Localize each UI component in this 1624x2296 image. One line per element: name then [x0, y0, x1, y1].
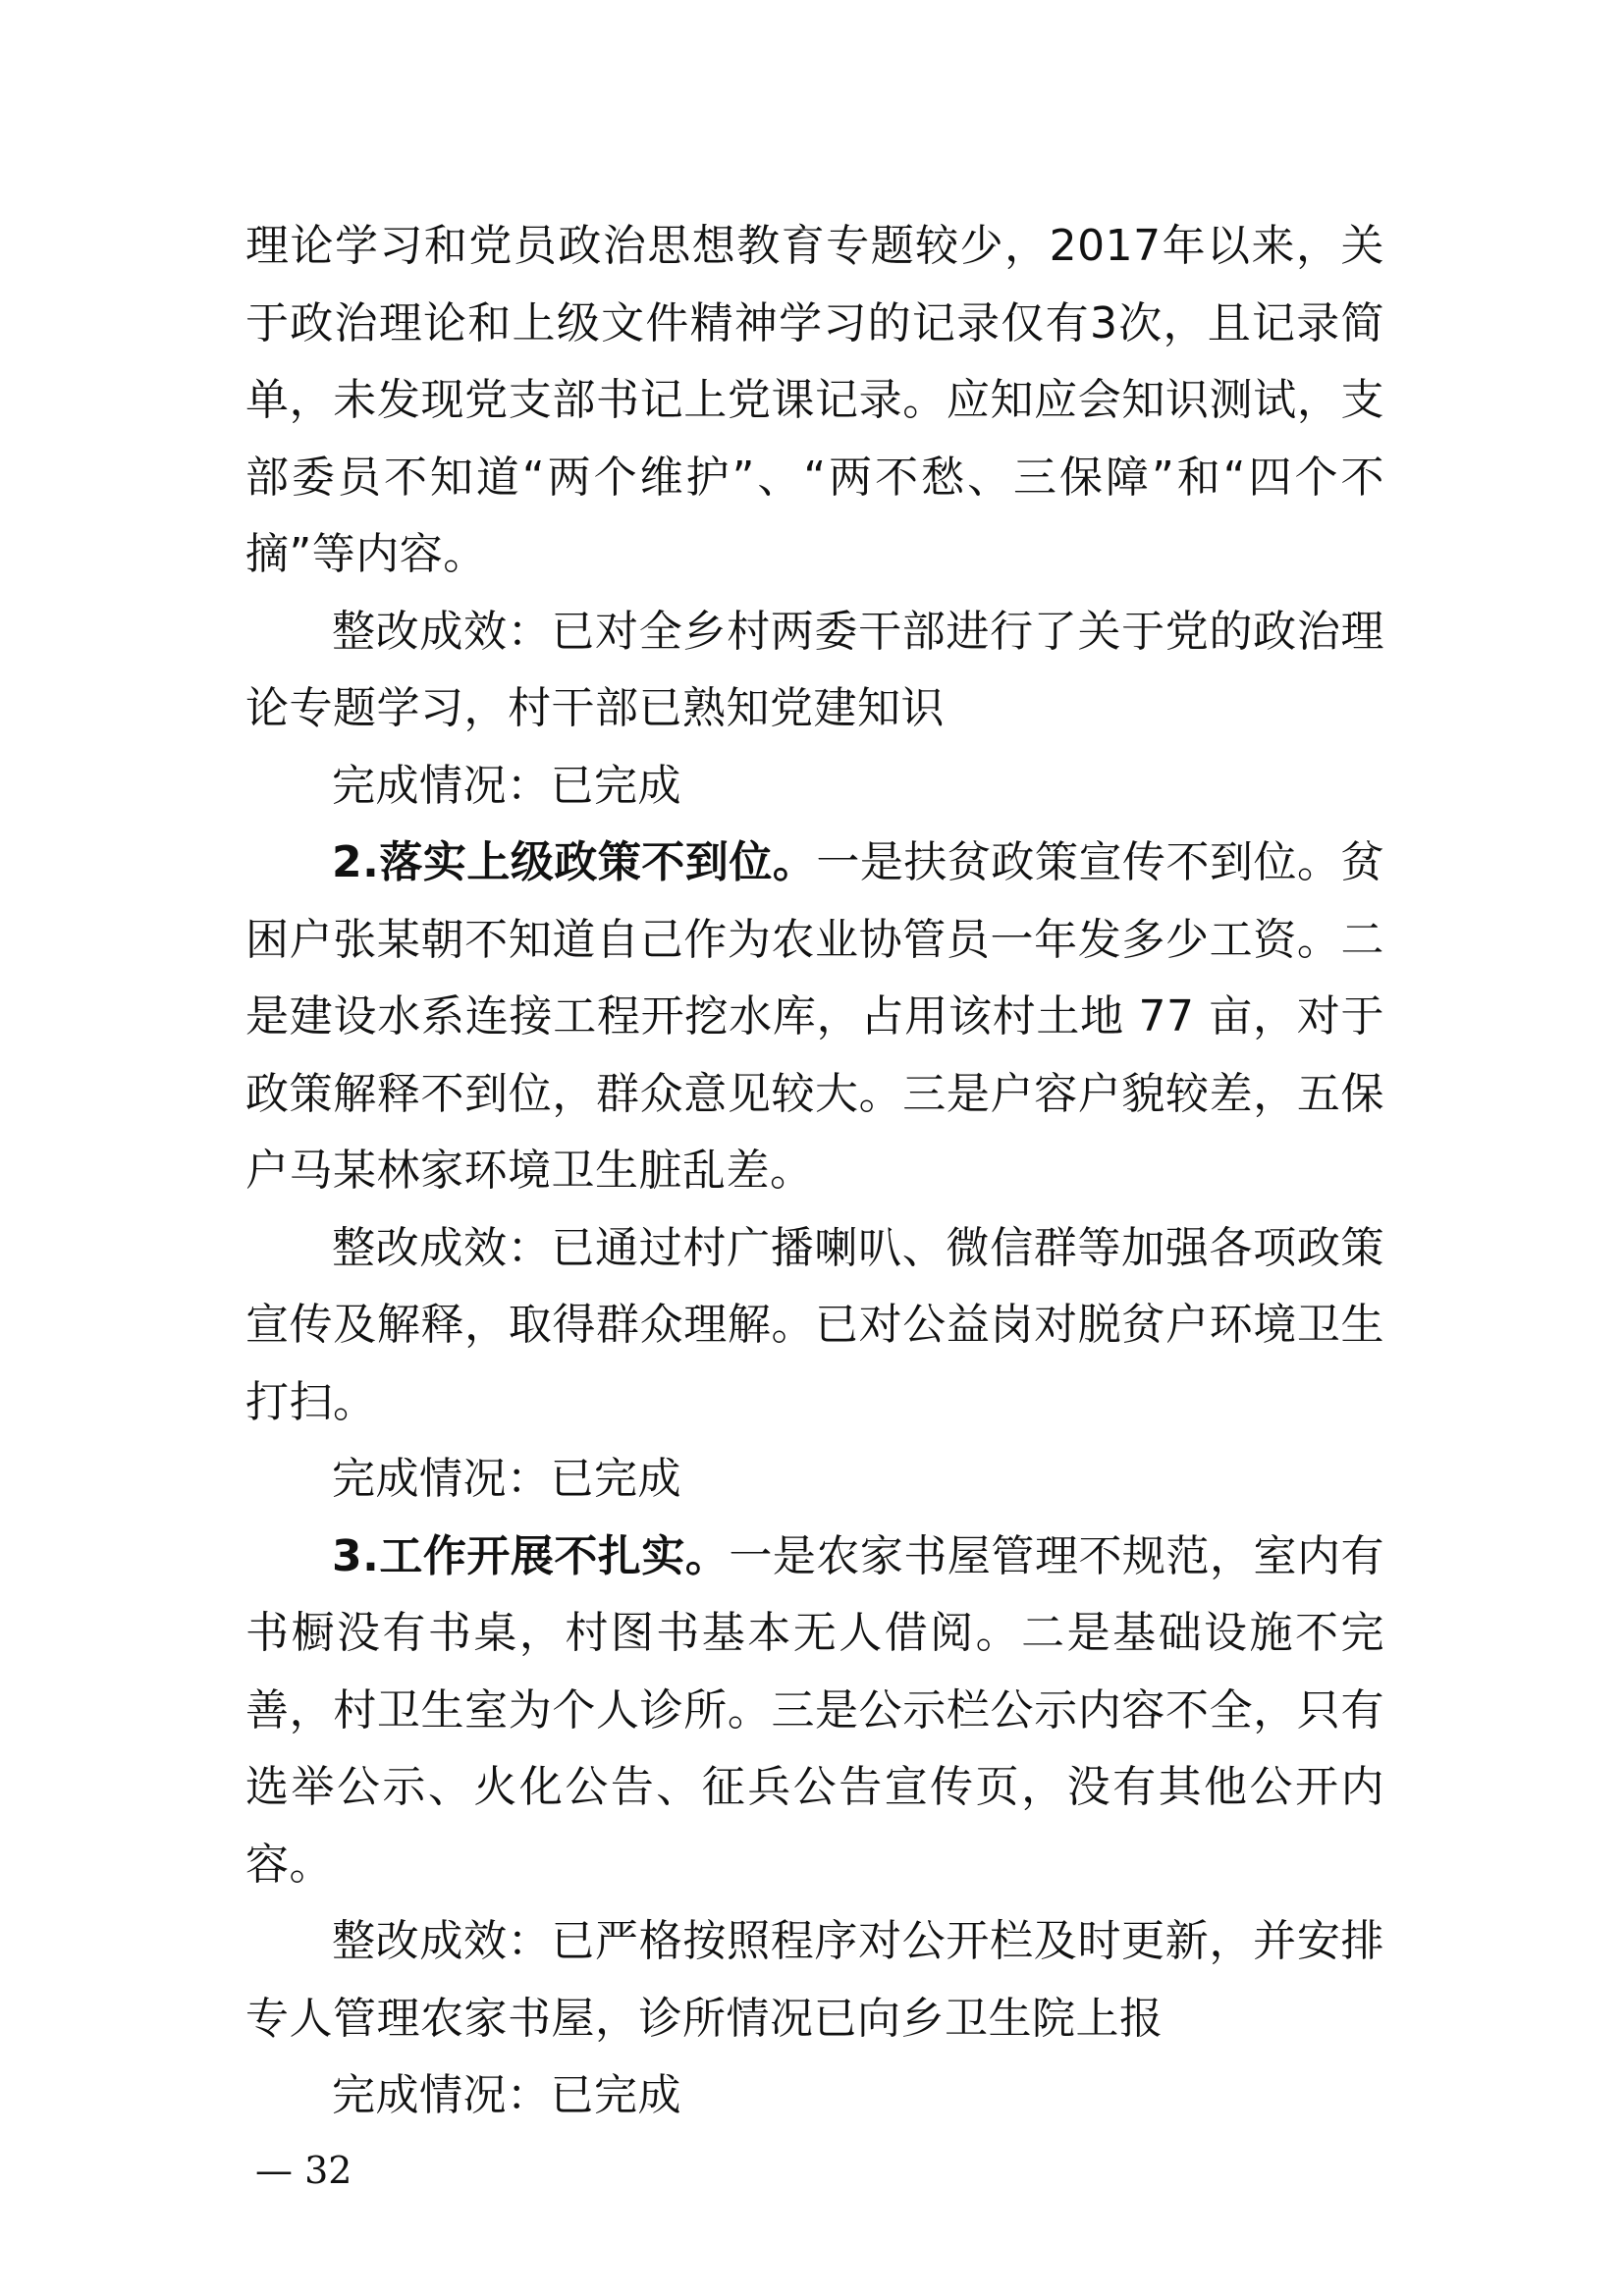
paragraph-text: 一是扶贫政策宣传不到位。贫困户张某朝不知道自己作为农业协管员一年发多少工资。二是建设水系连接工程开挖水库，占用该村土地 77 亩，对于政策解释不到位，群众意见较大。三是户容户貌较差，五保户马某林家环境卫生脏乱差。 — [245, 837, 1384, 1196]
paragraph-completion-status — [245, 1441, 1384, 1519]
paragraph-rectification-result — [245, 594, 1384, 748]
paragraph-rectification-result — [245, 1903, 1384, 2057]
paragraph-completion-status — [245, 2057, 1384, 2135]
paragraph-issue-3 — [245, 1519, 1384, 1904]
paragraph-text: 整改成效：已严格按照程序对公开栏及时更新，并安排专人管理农家书屋，诊所情况已向乡卫生院上报 — [245, 1916, 1384, 2044]
paragraph-text: 完成情况：已完成 — [332, 2070, 681, 2120]
document-body — [245, 208, 1384, 2135]
paragraph-text: 理论学习和党员政治思想教育专题较少，2017年以来，关于政治理论和上级文件精神学习的记录仅有3次，且记录简单，未发现党支部书记上党课记录。应知应会知识测试，支部委员不知道“两个维护”、“两不愁、三保障”和“四个不摘”等内容。 — [245, 221, 1384, 579]
paragraph-rectification-result — [245, 1210, 1384, 1442]
paragraph-text: 一是农家书屋管理不规范，室内有书橱没有书桌，村图书基本无人借阅。二是基础设施不完善，村卫生室为个人诊所。三是公示栏公示内容不全，只有选举公示、火化公告、征兵公告宣传页，没有其他公开内容。 — [245, 1530, 1384, 1890]
paragraph-text: 完成情况：已完成 — [332, 1454, 681, 1504]
paragraph-completion-status — [245, 748, 1384, 826]
paragraph-continuation — [245, 208, 1384, 594]
paragraph-text: 整改成效：已通过村广播喇叭、微信群等加强各项政策宣传及解释，取得群众理解。已对公益岗对脱贫户环境卫生打扫。 — [245, 1222, 1384, 1427]
issue-heading: 3.工作开展不扎实。 — [332, 1530, 730, 1581]
issue-heading: 2.落实上级政策不到位。 — [332, 837, 817, 887]
paragraph-issue-2 — [245, 825, 1384, 1210]
paragraph-text: 完成情况：已完成 — [332, 760, 681, 811]
page-number: — 32 — [255, 2149, 352, 2192]
paragraph-text: 整改成效：已对全乡村两委干部进行了关于党的政治理论专题学习，村干部已熟知党建知识 — [245, 606, 1384, 733]
